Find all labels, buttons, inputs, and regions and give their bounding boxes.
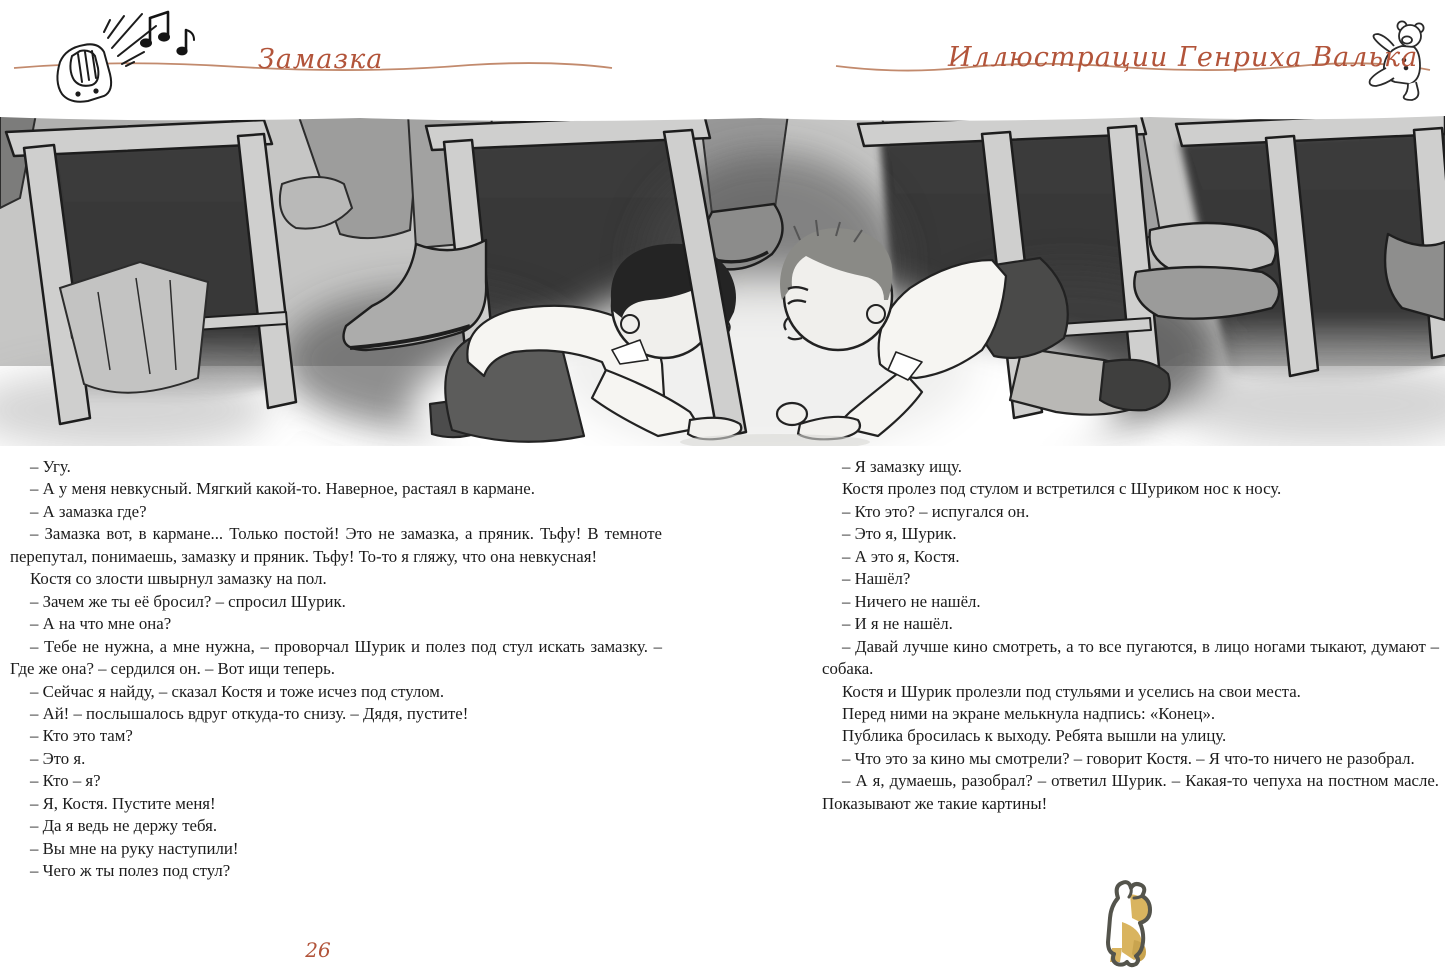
text-column-right	[822, 456, 1439, 815]
story-illustration	[0, 112, 1445, 446]
paragraph: – А я, думаешь, разобрал? – ответил Шурик. – Какая-то чепуха на постном масле. Показывают же такие картины!	[822, 771, 1439, 813]
paragraph: – Что это за кино мы смотрели? – говорит Костя. – Я что-то ничего не разобрал.	[842, 748, 1415, 768]
paragraph: – Зачем же ты её бросил? – спросил Шурик.	[30, 591, 346, 611]
paragraph: – И я не нашёл.	[842, 614, 953, 634]
paragraph: – А у меня невкусный. Мягкий какой-то. Наверное, растаял в кармане.	[30, 479, 535, 499]
paragraph: – Да я ведь не держу тебя.	[30, 816, 218, 836]
paragraph: – Это я, Шурик.	[842, 524, 957, 544]
paragraph: – Кто это? – испугался он.	[842, 501, 1030, 521]
page-number: 26	[305, 938, 331, 962]
paragraph: – Кто это там?	[30, 726, 133, 746]
paragraph: – Замазка вот, в кармане... Только постой! Это не замазка, а пряник. Тьфу! В темноте перепутал, понимаешь, замазку и пряник. Тьфу! То-то я гляжу, что она невкусная!	[10, 524, 662, 566]
paragraph: – А замазка где?	[30, 501, 147, 521]
paragraph: Костя со злости швырнул замазку на пол.	[30, 569, 327, 589]
folded-coat	[60, 262, 208, 393]
paragraph: Публика бросилась к выходу. Ребята вышли на улицу.	[842, 726, 1227, 746]
paragraph: – Это я.	[30, 748, 86, 768]
paragraph: – А это я, Костя.	[842, 546, 960, 566]
paragraph: – Вы мне на руку наступили!	[30, 838, 239, 858]
toy-giraffe-icon	[1096, 878, 1160, 970]
paragraph: – Я, Костя. Пустите меня!	[30, 793, 216, 813]
paragraph: – Ничего не нашёл.	[842, 591, 981, 611]
paragraph: – Нашёл?	[842, 569, 911, 589]
paragraph: Костя и Шурик пролезли под стульями и уселись на свои места.	[842, 681, 1301, 701]
text-column-left	[10, 456, 662, 883]
paragraph: – Сейчас я найду, – сказал Костя и тоже исчез под стулом.	[30, 681, 445, 701]
paragraph: – Кто – я?	[30, 771, 101, 791]
paragraph: – Угу.	[30, 457, 71, 476]
paragraph: – А на что мне она?	[30, 614, 172, 634]
paragraph: Костя пролез под стулом и встретился с Шуриком нос к носу.	[842, 479, 1282, 499]
radio-speaker-icon	[38, 4, 198, 108]
illustrator-credit: Иллюстрации Генриха Валька	[948, 42, 1419, 73]
story-title: Замазка	[258, 44, 384, 75]
paragraph: Перед ними на экране мелькнула надпись: «Конец».	[842, 703, 1216, 723]
paragraph: – Ай! – послышалось вдруг откуда-то снизу. – Дядя, пустите!	[30, 703, 469, 723]
paragraph: – Тебе не нужна, а мне нужна, – проворчал Шурик и полез под стул искать замазку. – Где же она? – сердился он. – Вот ищи теперь.	[10, 636, 662, 679]
paragraph: – Чего ж ты полез под стул?	[30, 861, 231, 881]
paragraph: – Я замазку ищу.	[842, 457, 962, 476]
paragraph: – Давай лучше кино смотреть, а то все пугаются, в лицо ногами тыкают, думают – собака.	[822, 636, 1439, 679]
